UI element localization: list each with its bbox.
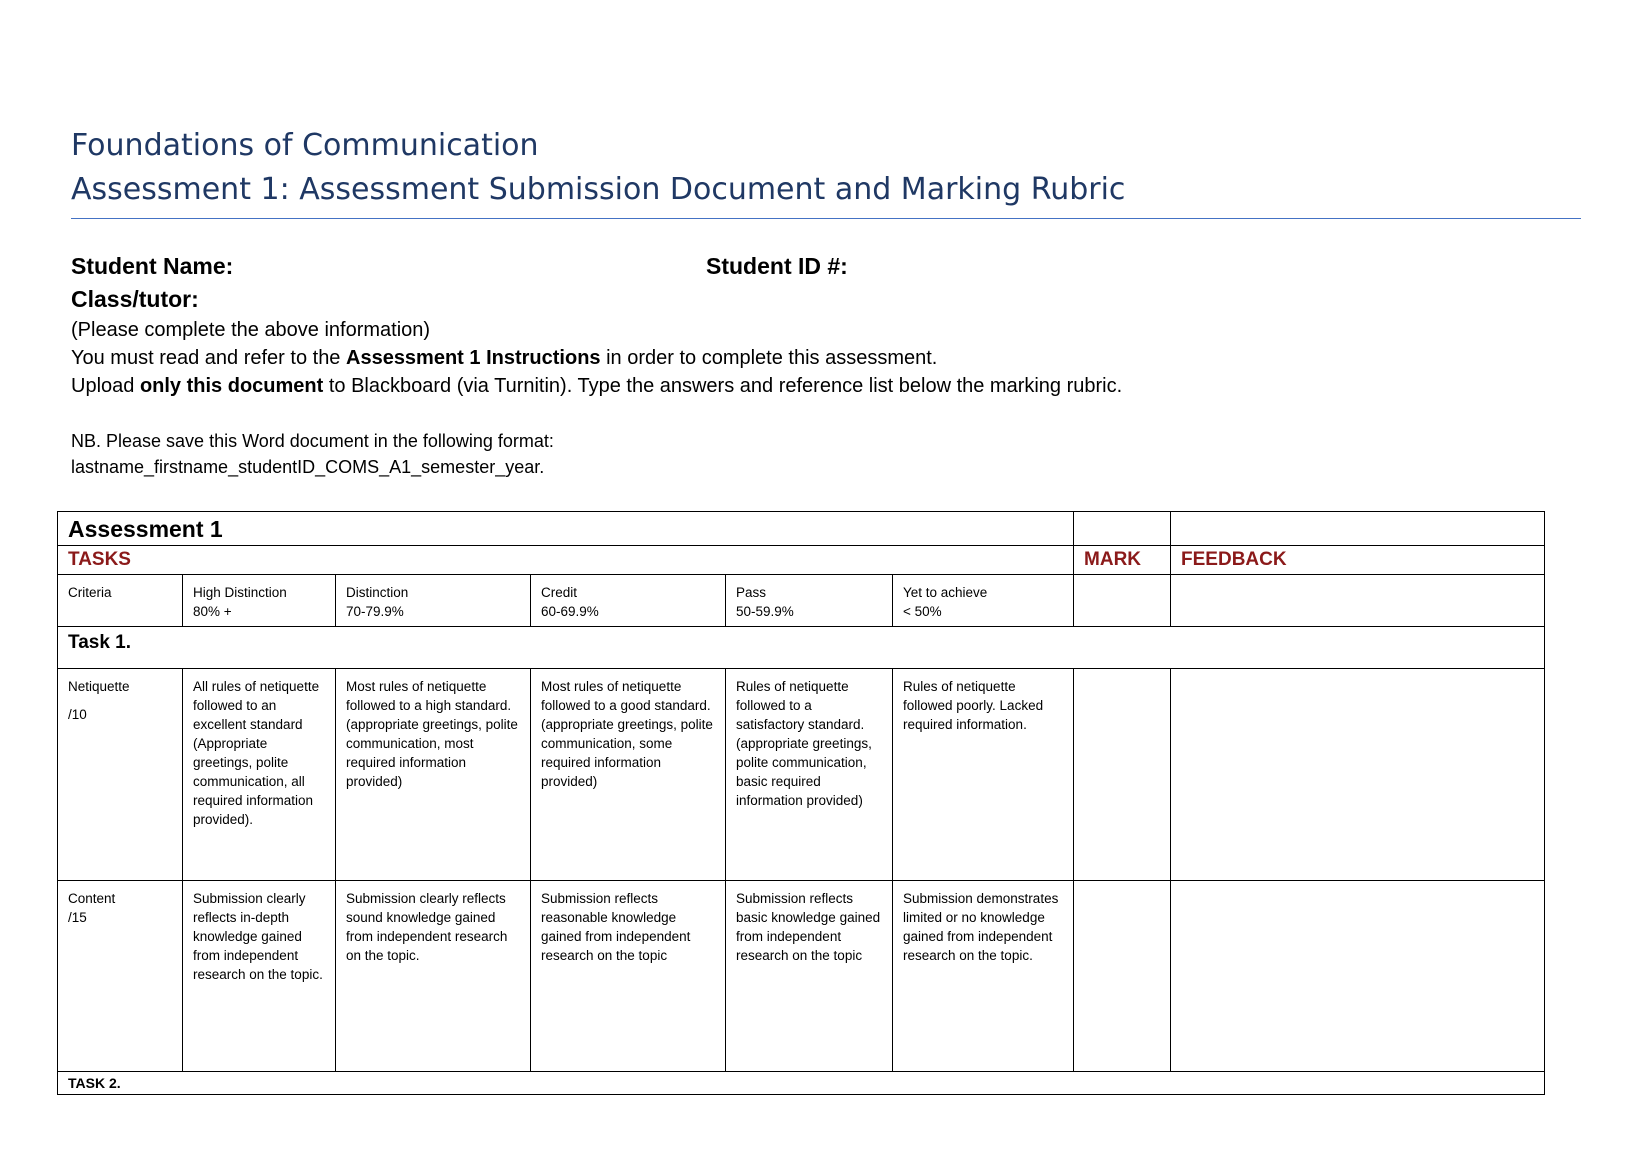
upload-line-bold: only this document	[139, 375, 324, 397]
upload-instructions-line	[71, 372, 1122, 400]
yet-to-achieve-range: < 50%	[903, 604, 942, 619]
pass-range: 50-59.9%	[736, 604, 794, 619]
rubric-title-row	[58, 512, 1545, 546]
upload-line-pre: Upload	[71, 375, 140, 397]
pass-header	[726, 575, 893, 627]
content-pass: Submission reflects basic knowledge gained from independent research on the topic	[726, 881, 893, 1072]
hd-range: 80% +	[193, 604, 232, 619]
file-format-note	[71, 428, 554, 480]
netiquette-yet-to-achieve: Rules of netiquette followed poorly. Lacked required information.	[893, 669, 1074, 881]
feedback-title-cell	[1171, 512, 1545, 546]
content-feedback-input[interactable]	[1171, 881, 1545, 1072]
netiquette-row	[58, 669, 1545, 881]
mark-cell[interactable]	[1074, 575, 1171, 627]
rubric-heading-row	[58, 546, 1545, 575]
content-marks: /15	[68, 910, 87, 925]
netiquette-criterion	[58, 669, 183, 881]
yet-to-achieve-label: Yet to achieve	[903, 585, 988, 600]
instructions-link-text: Assessment 1 Instructions	[346, 347, 601, 369]
criteria-label: Criteria	[68, 585, 112, 600]
nb-line: NB. Please save this Word document in the following format:	[71, 431, 554, 451]
netiquette-hd: All rules of netiquette followed to an excellent standard (Appropriate greetings, polite communication, all required information provided).	[183, 669, 336, 881]
credit-header	[531, 575, 726, 627]
content-hd: Submission clearly reflects in-depth knowledge gained from independent research on the topic.	[183, 881, 336, 1072]
filename-format: lastname_firstname_studentID_COMS_A1_semester_year.	[71, 457, 545, 477]
criteria-header	[58, 575, 183, 627]
class-tutor-label: Class/tutor:	[71, 286, 199, 312]
course-title: Foundations of Communication	[71, 128, 539, 163]
distinction-label: Distinction	[346, 585, 409, 600]
content-criterion	[58, 881, 183, 1072]
instructions-line2-post: in order to complete this assessment.	[600, 347, 938, 369]
complete-info-note: (Please complete the above information)	[71, 319, 431, 341]
criteria-header-row	[58, 575, 1545, 627]
upload-line-post: to Blackboard (via Turnitin). Type the answers and reference list below the marking rubric.	[323, 375, 1123, 397]
title-divider	[71, 218, 1581, 219]
credit-range: 60-69.9%	[541, 604, 599, 619]
netiquette-distinction: Most rules of netiquette followed to a high standard. (appropriate greetings, polite communication, most required information provided)	[336, 669, 531, 881]
content-distinction: Submission clearly reflects sound knowledge gained from independent research on the topic.	[336, 881, 531, 1072]
marking-rubric-table	[57, 511, 1545, 1095]
hd-label: High Distinction	[193, 585, 287, 600]
instructions-reference-line	[71, 344, 1122, 372]
content-credit: Submission reflects reasonable knowledge gained from independent research on the topic	[531, 881, 726, 1072]
netiquette-feedback-input[interactable]	[1171, 669, 1545, 881]
pass-label: Pass	[736, 585, 767, 600]
content-mark-input[interactable]	[1074, 881, 1171, 1072]
tasks-heading: TASKS	[58, 546, 1074, 575]
student-name-label: Student Name:	[71, 253, 234, 279]
content-name: Content	[68, 891, 116, 906]
content-yet-to-achieve: Submission demonstrates limited or no knowledge gained from independent research on the topic.	[893, 881, 1074, 1072]
mark-title-cell	[1074, 512, 1171, 546]
hd-header	[183, 575, 336, 627]
instructions-line2-pre: You must read and refer to the	[71, 347, 346, 369]
netiquette-credit: Most rules of netiquette followed to a good standard. (appropriate greetings, polite communication, some required information provided)	[531, 669, 726, 881]
rubric-title: Assessment 1	[58, 512, 1074, 546]
yet-to-achieve-header	[893, 575, 1074, 627]
netiquette-mark-input[interactable]	[1074, 669, 1171, 881]
student-id-label: Student ID #:	[706, 253, 848, 279]
instructions	[71, 316, 1122, 400]
netiquette-name: Netiquette	[68, 679, 130, 694]
feedback-cell[interactable]	[1171, 575, 1545, 627]
task2-row	[58, 1072, 1545, 1095]
content-row	[58, 881, 1545, 1072]
assessment-title: Assessment 1: Assessment Submission Document and Marking Rubric	[71, 172, 1126, 207]
distinction-header	[336, 575, 531, 627]
credit-label: Credit	[541, 585, 578, 600]
task2-heading: TASK 2.	[58, 1072, 1545, 1095]
document-title	[71, 124, 1581, 212]
task1-row	[58, 627, 1545, 669]
netiquette-marks: /10	[68, 707, 87, 722]
mark-heading: MARK	[1074, 546, 1171, 575]
feedback-heading: FEEDBACK	[1171, 546, 1545, 575]
task1-heading: Task 1.	[58, 627, 1545, 669]
netiquette-pass: Rules of netiquette followed to a satisfactory standard. (appropriate greetings, polite communication, basic required information provided)	[726, 669, 893, 881]
distinction-range: 70-79.9%	[346, 604, 404, 619]
